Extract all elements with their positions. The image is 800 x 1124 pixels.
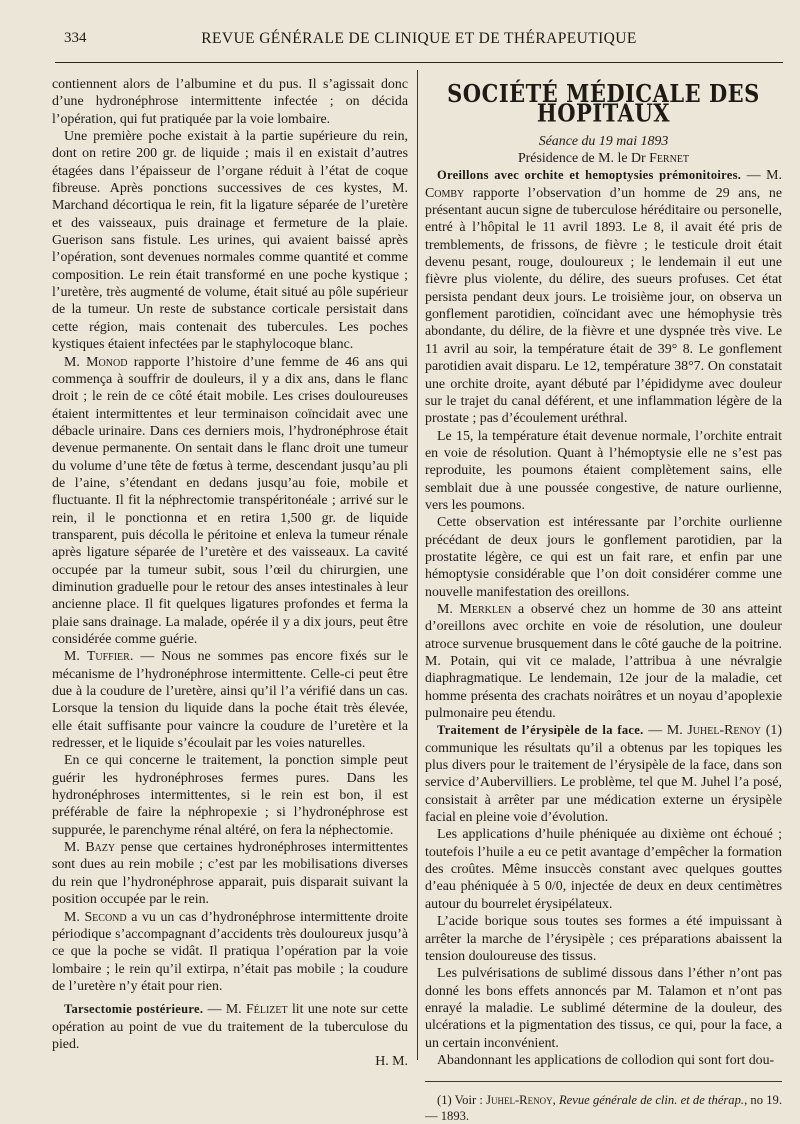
section-run-in-title: Traitement de l’érysipèle de la face. bbox=[437, 723, 644, 738]
column-divider bbox=[417, 70, 418, 1060]
paragraph: L’acide borique sous toutes ses formes a été impuissant à arrêter la marche de l’érysipèle ; ces préparations abaissent la tension douloureuse des tissus. bbox=[425, 914, 782, 964]
president-name: Fernet bbox=[649, 151, 690, 167]
author-name: Comby bbox=[425, 185, 465, 201]
paragraph: Les applications d’huile phéniquée au dixième ont échoué ; toutefois l’huile a eu ce petit avantage d’empêcher la formation des croûtes. Même insuccès constant avec quelques gouttes d’eau phéniquée à 5 0/0, injectée de deux en deux centimètres autour du bourrelet érysipélateux. bbox=[425, 827, 782, 912]
paragraph-text: (1) communique les résultats qu’il a obtenus par les topiques les plus divers pour le traitement de l’érysipèle de la face, dans son service d’Aubervilliers. Le problème, tel que M. Juhel l’a posé, consistait à arrêter par une médication externe un érysipèle facial en pleine voie d’évolution. bbox=[425, 723, 783, 826]
author-name: Tuffier bbox=[86, 649, 130, 665]
paragraph-text: pense que certaines hydronéphroses intermittentes sont dues au rein mobile ; c’est par les mobilisations diverses du rein que l’hydronéphrose apparait, puis disparait suivant la position occupée par le rein. bbox=[52, 840, 408, 908]
paragraph: M. Bazy pense que certaines hydronéphroses intermittentes sont dues au rein mobile ; c’est par les mobilisations diverses du rein que l’hydronéphrose apparait, puis disparait suivant la position occupée par le rein. bbox=[52, 840, 408, 908]
footnote-suffix: , no 19. — 1893. bbox=[425, 1093, 782, 1124]
paragraph: M. Merklen a observé chez un homme de 30 ans atteint d’oreillons avec orchite en voie de résolution, une douleur atroce survenue brusquement dans le côté gauche de la poitrine. M. Potain, qui vit ce malade, l’attribua à une névralgie diaphragmatique. Le lendemain, 12e jour de la maladie, cet homme présenta des crachats noirâtres et un noyau d’apoplexie pulmonaire peu étendu. bbox=[425, 601, 782, 722]
paragraph: Le 15, la température était devenue normale, l’orchite entrait en voie de résolution. Quant à l’hémoptysie elle ne s’est pas reproduite, les poumons étaient complètement sains, elle semblait due à une poussée congestive, de nature ourlienne, vers les poumons. bbox=[425, 428, 782, 513]
footnote-author: Juhel-Renoy bbox=[486, 1093, 553, 1108]
paragraph: Tarsectomie postérieure. — M. Félizet lit une note sur cette opération au point de vue du traitement de la tuberculose du pied. bbox=[52, 1002, 409, 1052]
paragraph-text: rapporte l’histoire d’une femme de 46 ans qui commença à souffrir de douleurs, il y a dix ans, dans le flanc droit ; le rein de ce côté était mobile. Les crises douloureuses étaient intermittentes et leur terminaison coïncidait avec une débacle urinaire. Dans ces derniers mois, l’hydronéphrose était devenue permanente. On sentait dans le flanc droit une tumeur du volume d’une tête de fœtus à terme, descendant jusqu’au pli de l’aine, s’étendant en dedans jusqu’au foie, mobile et fluctuante. Il fit la néphrectomie transpéritonéale ; arrivé sur le rein, il le ponctionna et en retira 1,500 gr. de liquide transparent, puis décolla le péritoine et enleva la tumeur rénale après ligature séparée de l’uretère et des vaisseaux. La cavité occupée par la tumeur subit, sous l’œil du chirurgien, une diminution graduelle pour le retour des anses intestinales à leur ancienne place. Il fit quelques ligatures profondes et ferma la plaie sans drainage. La malade, opérée il y a dix jours, peut être considérée comme guérie. bbox=[52, 354, 409, 647]
page-number: 334 bbox=[64, 30, 87, 46]
author-name: Monod bbox=[86, 354, 128, 370]
session-date: Séance du 19 mai 1893 bbox=[538, 133, 669, 149]
presidence-prefix: Présidence de M. le Dr bbox=[517, 151, 650, 167]
section-run-in-title: Oreillons avec orchite et hemoptysies prémonitoires. bbox=[437, 168, 742, 183]
right-column bbox=[425, 76, 782, 1124]
paragraph: Oreillons avec orchite et hemoptysies prémonitoires. — M. Comby rapporte l’observation d’un homme de 29 ans, ne présentant aucun signe de tuberculose héréditaire ou personelle, entré à l’hôpital le 11 avril 1893. Le 8, il avait été pris de tremblements, de frissons, de fièvre ; le testicule droit était devenu pesant, rouge, douloureux ; le lendemain il eut une fièvre plus violente, du délire, des sueurs profuses. Cet état persista pendant deux jours. Le troisième jour, on observa un gonflement parotidien, coïncidant avec une hémophysie très abondante, du délire, de la fièvre et une dyspnée très vive. Le 11 avril au soir, la température était de 39° 8. Le gonflement parotidien avait disparu. Le 12, température 38°7. On constatait une orchite droite, ayant débuté par l’épididyme avec douleur sur le trajet du canal déférent, et une inflammation légère de la prostate ; pas d’écoulement uréthral. bbox=[425, 168, 782, 427]
author-name: Juhel-Renoy bbox=[687, 723, 762, 739]
paragraph: Traitement de l’érysipèle de la face. — M. Juhel-Renoy (1) communique les résultats qu’il a obtenus par les topiques les plus divers pour le traitement de l’érysipèle de la face, dans son service d’Aubervilliers. Le problème, tel que M. Juhel l’a posé, consistait à arrêter par une médication externe un érysipèle facial en pleine voie d’évolution. bbox=[425, 723, 783, 826]
author-name: Félizet bbox=[246, 1002, 288, 1018]
journal-title: REVUE GÉNÉRALE DE CLINIQUE ET DE THÉRAPEUTIQUE bbox=[201, 30, 637, 47]
paragraph: En ce qui concerne le traitement, la ponction simple peut guérir les hydronéphroses fermes pures. Dans les hydronéphroses intermittentes, si le rein est bon, il est préférable de faire la néphropexie ; si l’hydronéphrose est suppurée, le parenchyme rénal altéré, on fera la néphectomie. bbox=[52, 753, 408, 838]
paragraph: M. Second a vu un cas d’hydronéphrose intermittente droite périodique s’accompagnant d’accidents très douloureux jusqu’à ce que la poche se vidât. Il pratiqua l’opération par la voie lombaire ; le rein qu’il extirpa, n’était pas mobile ; la coudure de l’uretère n’y était pour rien. bbox=[52, 909, 408, 994]
presidence bbox=[425, 150, 782, 167]
footnote-rule bbox=[425, 1081, 782, 1082]
section-title: SOCIÉTÉ MÉDICALE DES HOPITAUX bbox=[447, 78, 760, 128]
section-run-in-title: Tarsectomie postérieure. bbox=[64, 1002, 204, 1017]
paragraph-text: rapporte l’observation d’un homme de 29 ans, ne présentant aucun signe de tuberculose héréditaire ou personelle, entré à l’hôpital le 11 avril 1893. Le 8, il avait été pris de tremblements, de frissons, de fièvre ; le testicule droit était devenu pesant, rouge, douloureux ; le lendemain il eut une fièvre plus violente, du délire, des sueurs profuses. Cet état persista pendant deux jours. Le troisième jour, on observa un gonflement parotidien, coïncidant avec une hémophysie très abondante, du délire, de la fièvre et une dyspnée très vive. Le 11 avril au soir, la température était de 39° 8. Le gonflement parotidien avait disparu. Le 12, température 38°7. On constatait une orchite droite, ayant débuté par l’épididyme avec douleur sur le trajet du canal déférent, et une inflammation légère de la prostate ; pas d’écoulement uréthral. bbox=[425, 185, 782, 427]
paragraph: Abandonnant les applications de collodion qui sont fort dou- bbox=[437, 1052, 775, 1068]
left-column bbox=[52, 76, 408, 1071]
footnote-text: (1) Voir : Juhel-Renoy, Revue générale de clin. et de thérap., no 19. — 1893. bbox=[425, 1093, 782, 1124]
footnote-journal: Revue générale de clin. et de thérap. bbox=[558, 1093, 745, 1108]
footnote bbox=[425, 1092, 782, 1124]
paragraph: Une première poche existait à la partie supérieure du rein, dont on retire 200 gr. de liquide ; mais il en existait d’autres étagées dans l’épaisseur de l’organe réduit à l’état de coque fibreuse. Après ponctions successives de ces kystes, M. Marchand décortiqua le rein, fit la ligature séparée de l’uretère et des vaisseaux, puis drainage et fermeture de la plaie. Guerison sans fistule. Les urines, qui avaient baissé après l’opération, sont devenues normales comme quantité et comme composition. Le rein était transformé en une poche kystique ; l’uretère, très augmenté de volume, était situé au pôle supérieur de la tumeur. Un reste de substance corticale persistait dans cette région, mais contenait des tubercules. Les poches kystiques étaient infectées par le staphylocoque blanc. bbox=[52, 129, 408, 353]
footnote-prefix: (1) Voir : bbox=[437, 1093, 487, 1108]
author-name: Merklen bbox=[459, 601, 512, 617]
header-rule bbox=[55, 62, 783, 63]
paragraph: Cette observation est intéressante par l’orchite ourlienne précédant de deux jours le gonflement parotidien, par la prostatite légère, ce qui est un fait rare, et enfin par une hémoptysie considérable que l’on doit considérer comme une nouvelle manifestation des oreillons. bbox=[425, 515, 782, 600]
paragraph-text: a observé chez un homme de 30 ans atteint d’oreillons avec orchite en voie de résolution, une douleur atroce survenue brusquement dans le côté gauche de la poitrine. M. Potain, qui vit ce malade, l’attribua à une névralgie diaphragmatique. Le lendemain, 12e jour de la maladie, cet homme présenta des crachats noirâtres et un noyau d’apoplexie pulmonaire peu étendu. bbox=[425, 601, 782, 722]
author-name: Bazy bbox=[85, 840, 116, 856]
paragraph: Les pulvérisations de sublimé dissous dans l’éther n’ont pas donné les bons effets annoncés par M. Talamon et n’ont pas enrayé la maladie. Le sublimé détermine de la douleur, des ulcérations et la pigmentation des tissus, ce qui, pour la face, a un certain inconvénient. bbox=[425, 966, 782, 1051]
paragraph: contiennent alors de l’albumine et du pus. Il s’agissait donc d’une hydronéphrose intermittente infectée ; on décida l’opération, qui fut pratiquée par la voie lombaire. bbox=[52, 77, 408, 127]
paragraph: M. Monod rapporte l’histoire d’une femme de 46 ans qui commença à souffrir de douleurs, il y a dix ans, dans le flanc droit ; le rein de ce côté était mobile. Les crises douloureuses étaient intermittentes et leur terminaison coïncidait avec une débacle urinaire. Dans ces derniers mois, l’hydronéphrose était devenue permanente. On sentait dans le flanc droit une tumeur du volume d’une tête de fœtus à terme, descendant jusqu’au pli de l’aine, s’étendant en dedans jusqu’au foie, mobile et fluctuante. Il fit la néphrectomie transpéritonéale ; arrivé sur le rein, il le ponctionna et en retira 1,500 gr. de liquide transparent, puis décolla le péritoine et enleva la tumeur rénale après ligature séparée de l’uretère et des vaisseaux. La cavité occupée par la tumeur subit, sous l’œil du chirurgien, une diminution graduelle pour le retour des anses intestinales à leur ancienne place. Il fit quelques ligatures profondes et ferma la plaie sans drainage. La malade, opérée il y a dix jours, peut être considérée comme guérie. bbox=[52, 354, 409, 647]
signature: H. M. bbox=[375, 1054, 408, 1070]
paragraph-text: . — Nous ne sommes pas encore fixés sur le mécanisme de l’hydronéphrose intermittente. Celle-ci peut être due à la coudure de l’uretère, ainsi qu’il l’a vérifié dans un cas. Lorsque la tension du liquide dans la poche était très élevée, elle était suffisante pour vaincre la coudure de l’uretère et la redresser, et le liquide s’écoulait par les voies naturelles. bbox=[52, 649, 408, 752]
author-name: Second bbox=[84, 909, 127, 925]
paragraph-text: a vu un cas d’hydronéphrose intermittente droite périodique s’accompagnant d’accidents très douloureux jusqu’à ce que la poche se vidât. Il pratiqua l’opération par la voie lombaire ; le rein qu’il extirpa, n’était pas mobile ; la coudure de l’uretère n’y était pour rien. bbox=[52, 909, 408, 994]
paragraph: M. Tuffier. — Nous ne sommes pas encore fixés sur le mécanisme de l’hydronéphrose intermittente. Celle-ci peut être due à la coudure de l’uretère, ainsi qu’il l’a vérifié dans un cas. Lorsque la tension du liquide dans la poche était très élevée, elle était suffisante pour vaincre la coudure de l’uretère et la redresser, et le liquide s’écoulait par les voies naturelles. bbox=[52, 649, 408, 752]
running-head bbox=[58, 30, 780, 52]
paragraph-text: lit une note sur cette opération au point de vue du traitement de la tuberculose du pied. bbox=[52, 1002, 409, 1052]
